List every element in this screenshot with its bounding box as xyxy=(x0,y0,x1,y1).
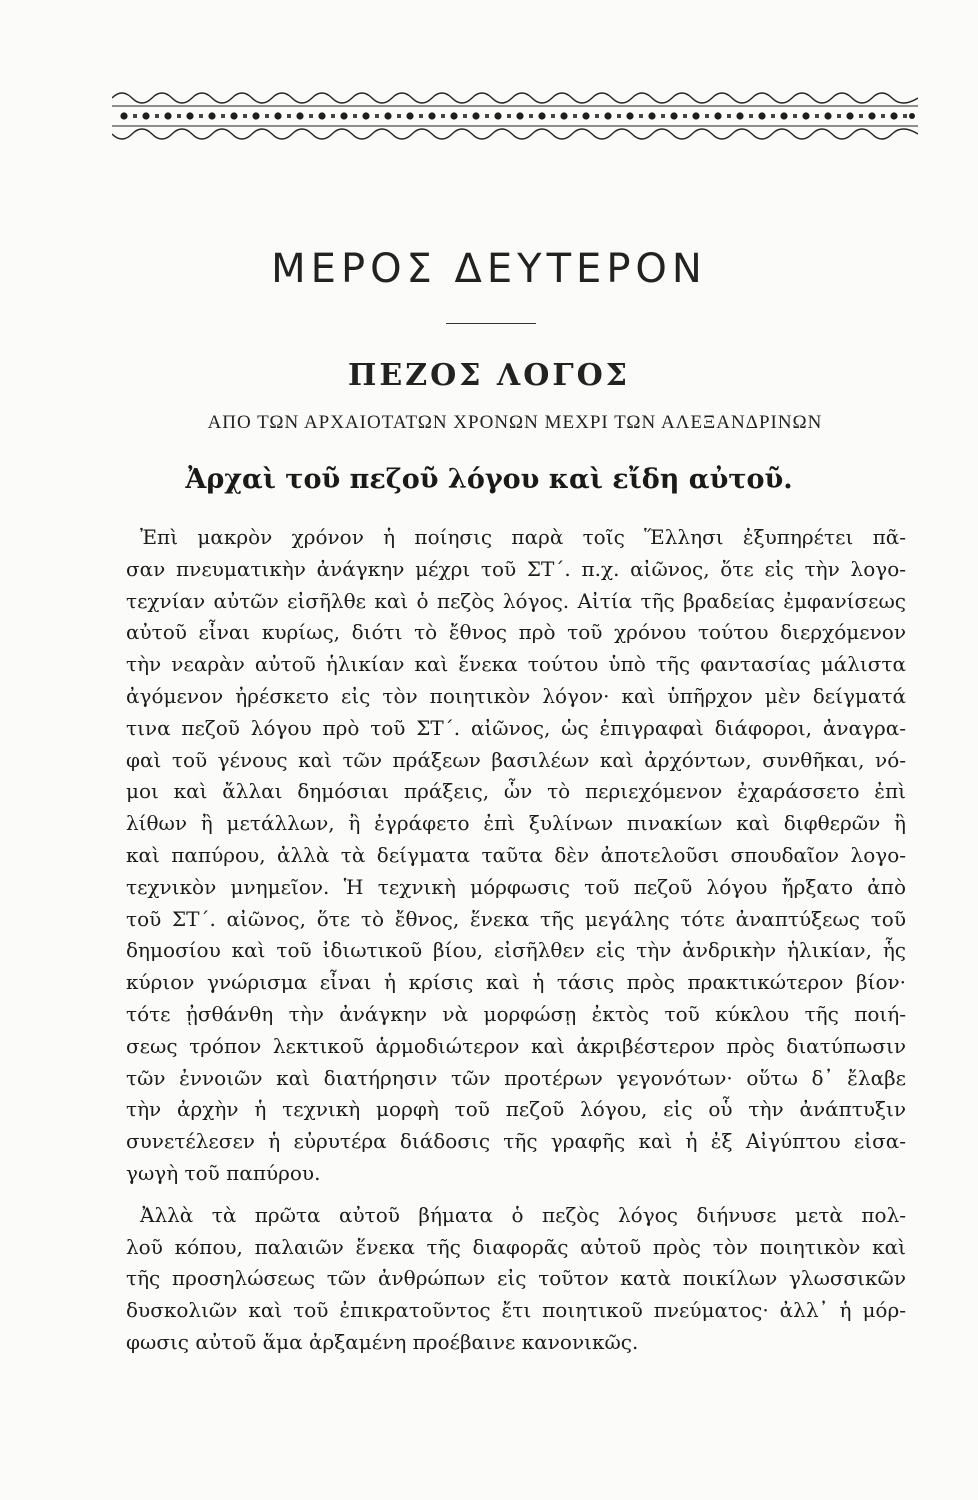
text-line: δυσκολιῶν καὶ τοῦ ἐπικρατοῦντος ἔτι ποιητικοῦ πνεύματος· ἀλλ᾽ ἡ μόρ- xyxy=(126,1298,906,1323)
paragraph-2 xyxy=(126,1200,906,1359)
text-line: καὶ παπύρου, ἀλλὰ τὰ δείγματα ταῦτα δὲν ἀποτελοῦσι σπουδαῖον λογο- xyxy=(126,842,906,867)
text-line: κύριον γνώρισμα εἶναι ἡ κρίσις καὶ ἡ τάσις πρὸς πρακτικώτερον βίον· xyxy=(126,970,906,995)
text-line: φαὶ τοῦ γένους καὶ τῶν πράξεων βασιλέων καὶ ἀρχόντων, συνθῆκαι, νό- xyxy=(126,747,906,772)
title-divider xyxy=(446,323,536,324)
text-line: Ἐπὶ μακρὸν χρόνον ἡ ποίησις παρὰ τοῖς Ἕλλησι ἐξυπηρέτει πᾶ- xyxy=(140,525,906,549)
text-line: τινα πεζοῦ λόγου πρὸ τοῦ ΣΤ΄. αἰῶνος, ὡς ἐπιγραφαὶ διάφοροι, ἀναγρα- xyxy=(126,715,906,740)
section-title: ΠΕΖΟΣ ΛΟΓΟΣ xyxy=(348,358,630,393)
text-line: φωσις αὐτοῦ ἅμα ἀρξαμένη προέβαινε κανονικῶς. xyxy=(126,1329,639,1354)
text-line: τεχνικὸν μνημεῖον. Ἡ τεχνικὴ μόρφωσις τοῦ πεζοῦ λόγου ἤρξατο ἀπὸ xyxy=(126,874,906,899)
text-line: ἀγόμενον ἠρέσκετο εἰς τὸν ποιητικὸν λόγον· καὶ ὑπῆρχον μὲν δείγματά xyxy=(126,683,906,708)
text-line: αὐτοῦ εἶναι κυρίως, διότι τὸ ἔθνος πρὸ τοῦ χρόνου τούτου διερχόμενον xyxy=(126,620,906,645)
text-line: συνετέλεσεν ἡ εὐρυτέρα διάδοσις τῆς γραφῆς καὶ ἡ ἐξ Αἰγύπτου εἰσα- xyxy=(126,1129,906,1154)
part-title: ΜΕΡΟΣ ΔΕΥΤΕΡΟΝ xyxy=(271,246,707,292)
text-line: Ἀλλὰ τὰ πρῶτα αὐτοῦ βήματα ὁ πεζὸς λόγος διήνυσε μετὰ πολ- xyxy=(140,1202,906,1227)
text-line: γωγὴ τοῦ παπύρου. xyxy=(126,1160,321,1185)
text-line: μοι καὶ ἄλλαι δημόσιαι πράξεις, ὧν τὸ περιεχόμενον ἐχαράσσετο ἐπὶ xyxy=(126,779,906,804)
text-line: δημοσίου καὶ τοῦ ἰδιωτικοῦ βίου, εἰσῆλθεν εἰς τὴν ἀνδρικὴν ἡλικίαν, ἧς xyxy=(126,938,906,963)
text-line: λίθων ἢ μετάλλων, ἢ ἐγράφετο ἐπὶ ξυλίνων πινακίων καὶ διφθερῶν ἢ xyxy=(126,811,906,836)
paragraph-gap xyxy=(126,1190,906,1200)
text-line: λοῦ κόπου, παλαιῶν ἕνεκα τῆς διαφορᾶς αὐτοῦ πρὸς τὸν ποιητικὸν καὶ xyxy=(126,1234,906,1259)
paragraph-1 xyxy=(126,522,906,1190)
text-line: σαν πνευματικὴν ἀνάγκην μέχρι τοῦ ΣΤ΄. π.χ. αἰῶνος, ὅτε εἰς τὴν λογο- xyxy=(126,556,906,581)
body-text xyxy=(126,522,906,1359)
text-line: τὴν νεαρὰν αὐτοῦ ἡλικίαν καὶ ἕνεκα τούτου ὑπὸ τῆς φαντασίας μάλιστα xyxy=(126,652,906,677)
decorative-border-ornament xyxy=(112,84,918,146)
text-line: τῆς προσηλώσεως τῶν ἀνθρώπων εἰς τοῦτον κατὰ ποικίλων γλωσσικῶν xyxy=(126,1266,906,1291)
text-line: σεως τρόπον λεκτικοῦ ἁρμοδιώτερον καὶ ἀκριβέστερον πρὸς διατύπωσιν xyxy=(126,1033,906,1058)
text-line: τῶν ἐννοιῶν καὶ διατήρησιν τῶν προτέρων γεγονότων· οὕτω δ᾽ ἔλαβε xyxy=(126,1065,906,1090)
text-line: τὴν ἀρχὴν ἡ τεχνικὴ μορφὴ τοῦ πεζοῦ λόγου, εἰς οὗ τὴν ἀνάπτυξιν xyxy=(126,1097,906,1122)
section-subtitle: ΑΠΟ ΤΩΝ ΑΡΧΑΙΟΤΑΤΩΝ ΧΡΟΝΩΝ ΜΕΧΡΙ ΤΩΝ ΑΛΕΞΑΝΔΡΙΝΩΝ xyxy=(207,412,823,433)
text-line: τότε ᾐσθάνθη τὴν ἀνάγκην νὰ μορφώσῃ ἐκτὸς τοῦ κύκλου τῆς ποιή- xyxy=(126,1001,906,1026)
text-line: τεχνίαν αὐτῶν εἰσῆλθε καὶ ὁ πεζὸς λόγος. Αἰτία τῆς βραδείας ἐμφανίσεως xyxy=(126,588,906,613)
text-line: τοῦ ΣΤ΄. αἰῶνος, ὅτε τὸ ἔθνος, ἕνεκα τῆς μεγάλης τότε ἀναπτύξεως τοῦ xyxy=(126,906,906,931)
chapter-title: Ἀρχαὶ τοῦ πεζοῦ λόγου καὶ εἴδη αὐτοῦ. xyxy=(185,464,793,495)
